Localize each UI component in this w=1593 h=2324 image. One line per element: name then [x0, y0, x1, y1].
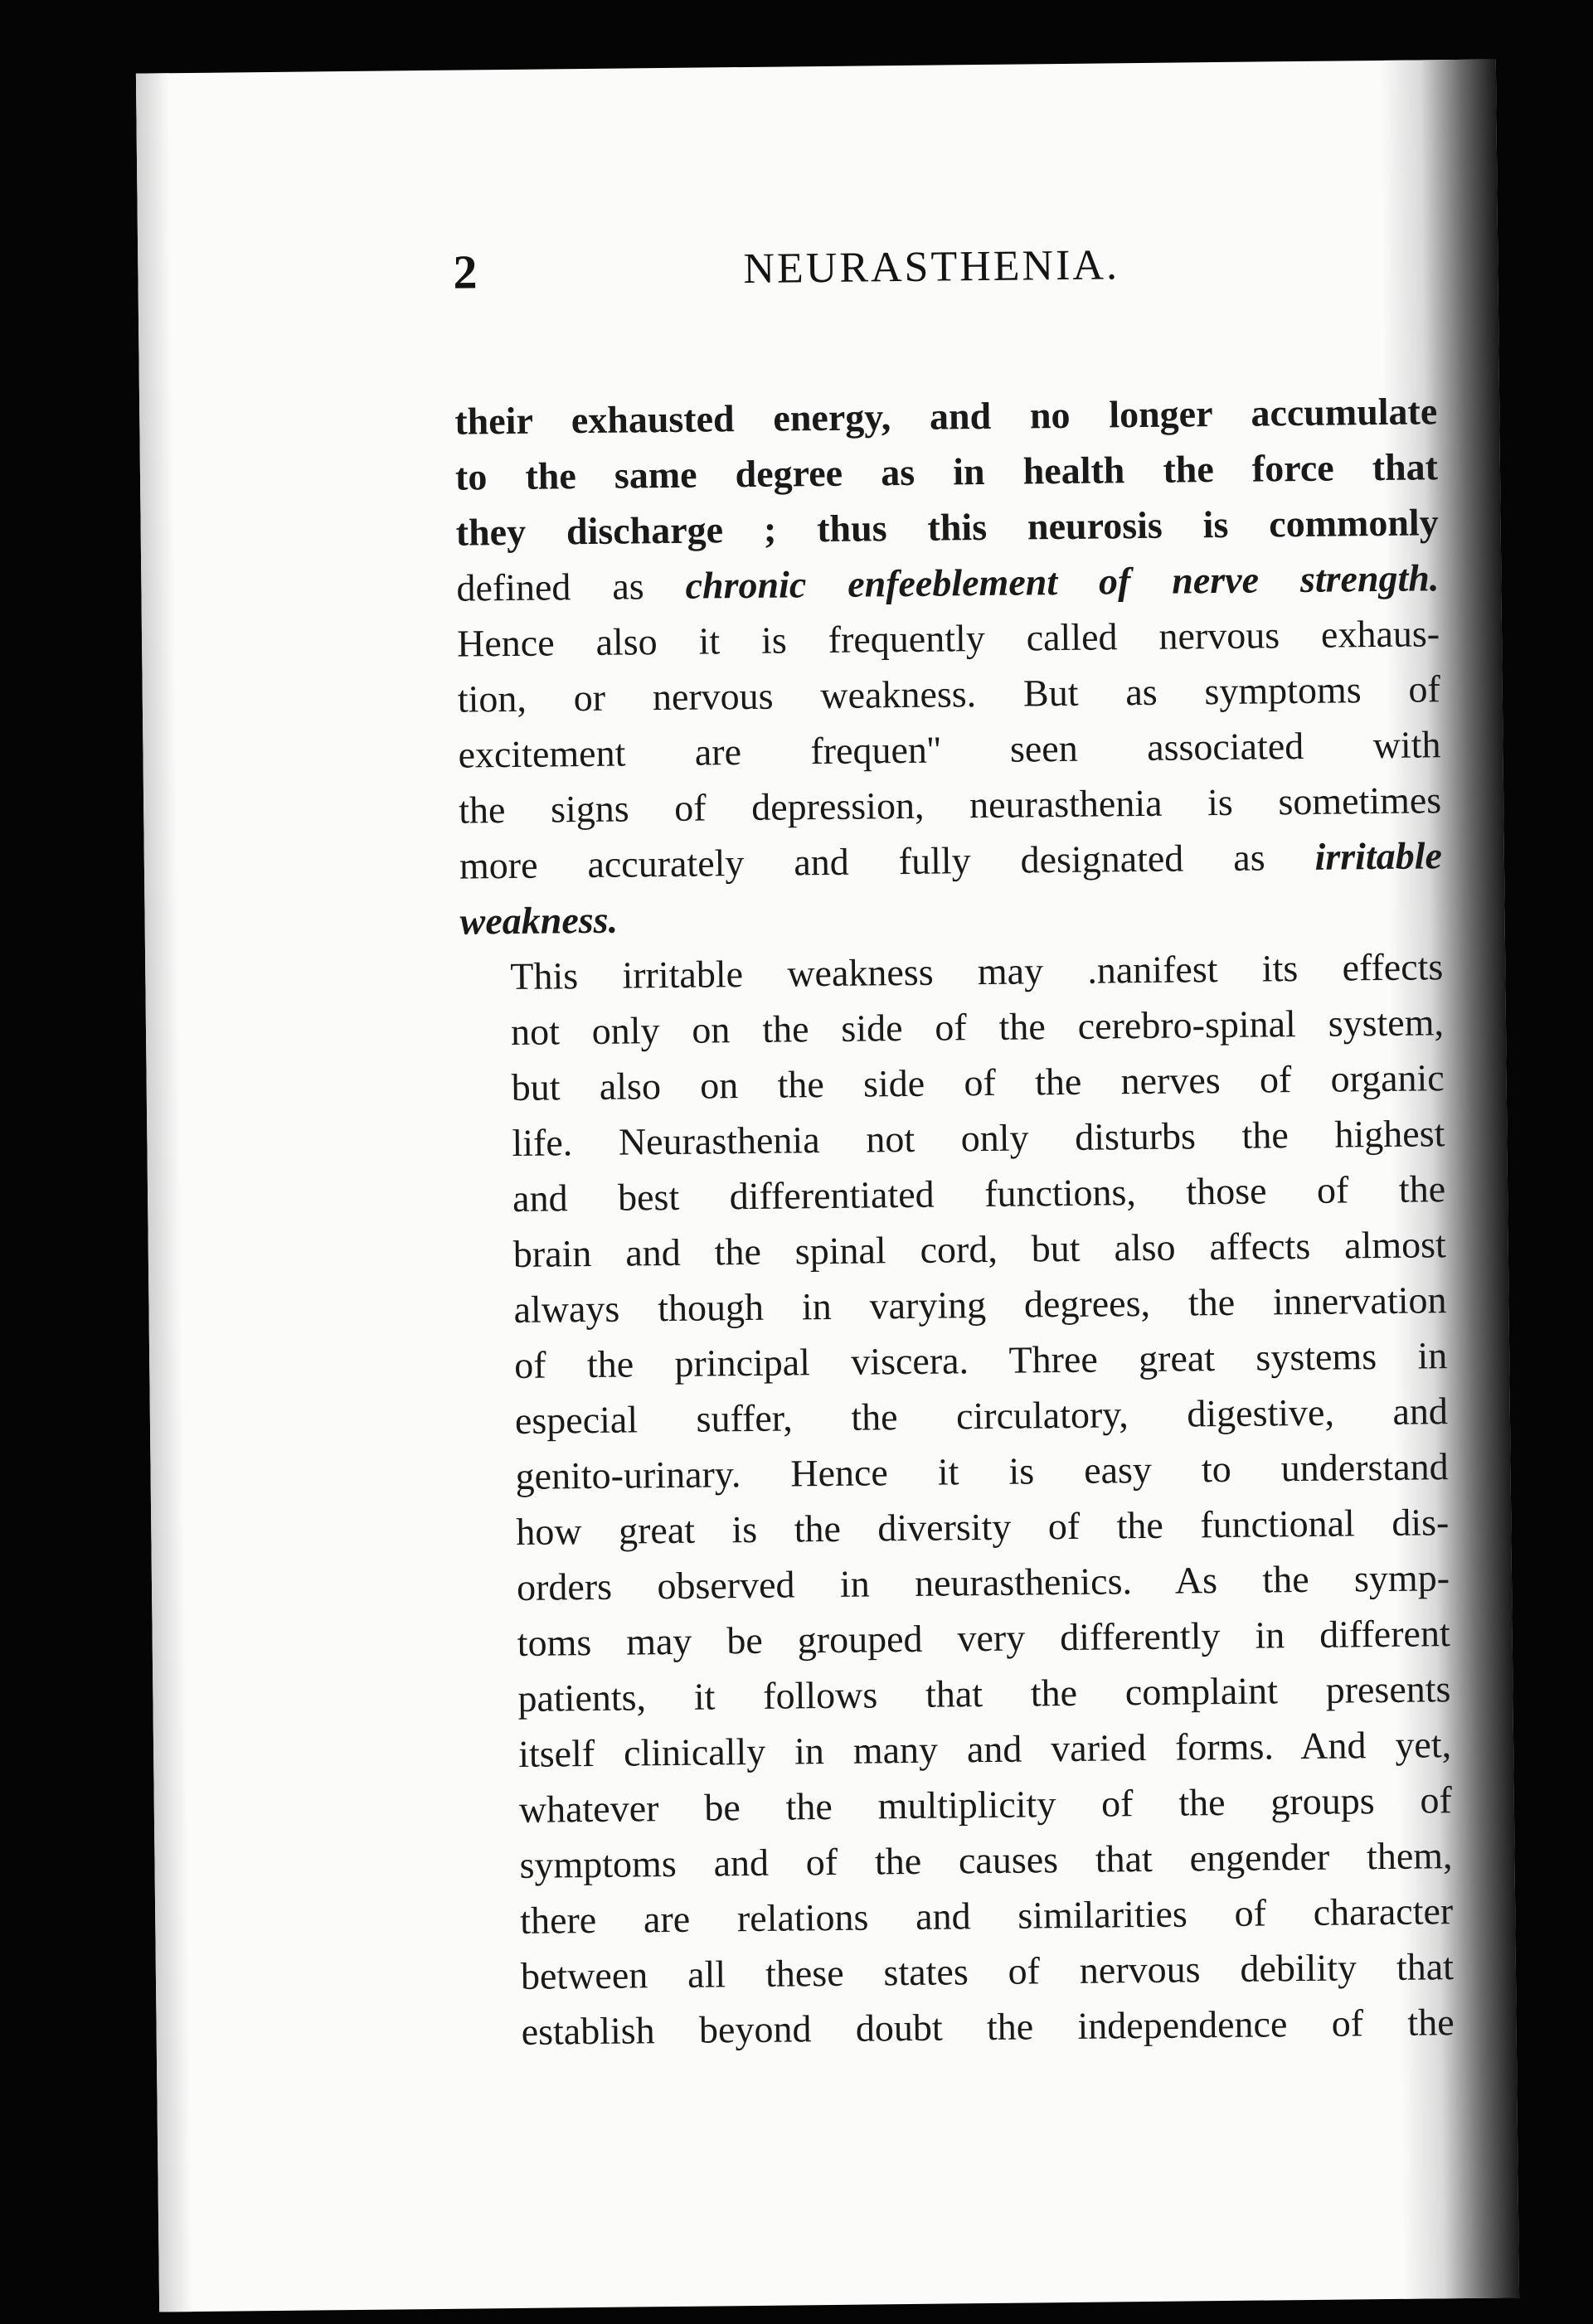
page-gutter-shadow [136, 73, 192, 2312]
text-line: patients, it follows that the complaint presents [517, 1667, 1451, 1720]
text-line: they discharge ; thus this neurosis is commonly [455, 501, 1439, 554]
emphasis-text: weakness. [459, 898, 619, 943]
text-run: more accurately and fully designated as [459, 835, 1315, 887]
text-line: always though in varying degrees, the innervation [513, 1278, 1447, 1331]
text-line: life. Neurasthenia not only disturbs the highest [512, 1112, 1445, 1164]
text-line: tion, or nervous weakness. But as symptoms of [457, 667, 1441, 720]
text-line: excitement are frequen'' seen associated with [458, 723, 1441, 776]
running-head: NEURASTHENIA. [743, 241, 1120, 294]
emphasis-text: chronic enfeeblement of nerve strength. [685, 556, 1440, 607]
page-header [453, 235, 1406, 299]
emphasis-text: irritable [1314, 834, 1443, 878]
text-line: itself clinically in many and varied forms. And yet, [517, 1723, 1452, 1775]
text-line: establish beyond doubt the independence of the [521, 2001, 1455, 2053]
text-line: but also on the side of the nerves of organic [511, 1056, 1445, 1109]
paragraph-2 [460, 939, 1455, 2060]
text-line: symptoms and of the causes that engender them, [519, 1834, 1453, 1886]
text-line: genito-urinary. Hence it is easy to understand [515, 1445, 1449, 1497]
book-page [136, 59, 1519, 2312]
text-line: whatever be the multiplicity of the groups of [518, 1778, 1453, 1831]
text-line: there are relations and similarities of character [519, 1890, 1454, 1942]
text-line [456, 550, 1440, 615]
text-line [459, 827, 1443, 893]
page-number: 2 [453, 245, 478, 299]
text-line [459, 883, 1443, 949]
text-line: between all these states of nervous debility that [520, 1945, 1455, 1997]
text-line: orders observed in neurasthenics. As the symp- [516, 1556, 1450, 1608]
text-line: how great is the diversity of the functional dis- [516, 1501, 1450, 1553]
text-line: the signs of depression, neurasthenia is sometimes [458, 779, 1442, 832]
text-line: to the same degree as in health the force that [454, 445, 1439, 498]
text-line: toms may be grouped very differently in different [517, 1612, 1450, 1664]
text-line: and best differentiated functions, those of the [512, 1167, 1446, 1220]
text-line: especial suffer, the circulatory, digestive, and [514, 1390, 1449, 1442]
text-line: This irritable weakness may .nanifest its effects [510, 945, 1444, 997]
text-line: of the principal viscera. Three great systems in [513, 1334, 1448, 1386]
body-text [454, 383, 1455, 2060]
text-line: Hence also it is frequently called nervous exhaus- [456, 612, 1440, 665]
text-run: defined as [456, 564, 686, 609]
paragraph-1 [454, 383, 1443, 949]
text-line: their exhausted energy, and no longer accumulate [454, 390, 1438, 443]
text-line: brain and the spinal cord, but also affects almost [512, 1223, 1447, 1275]
text-line: not only on the side of the cerebro-spinal system, [510, 1001, 1445, 1053]
